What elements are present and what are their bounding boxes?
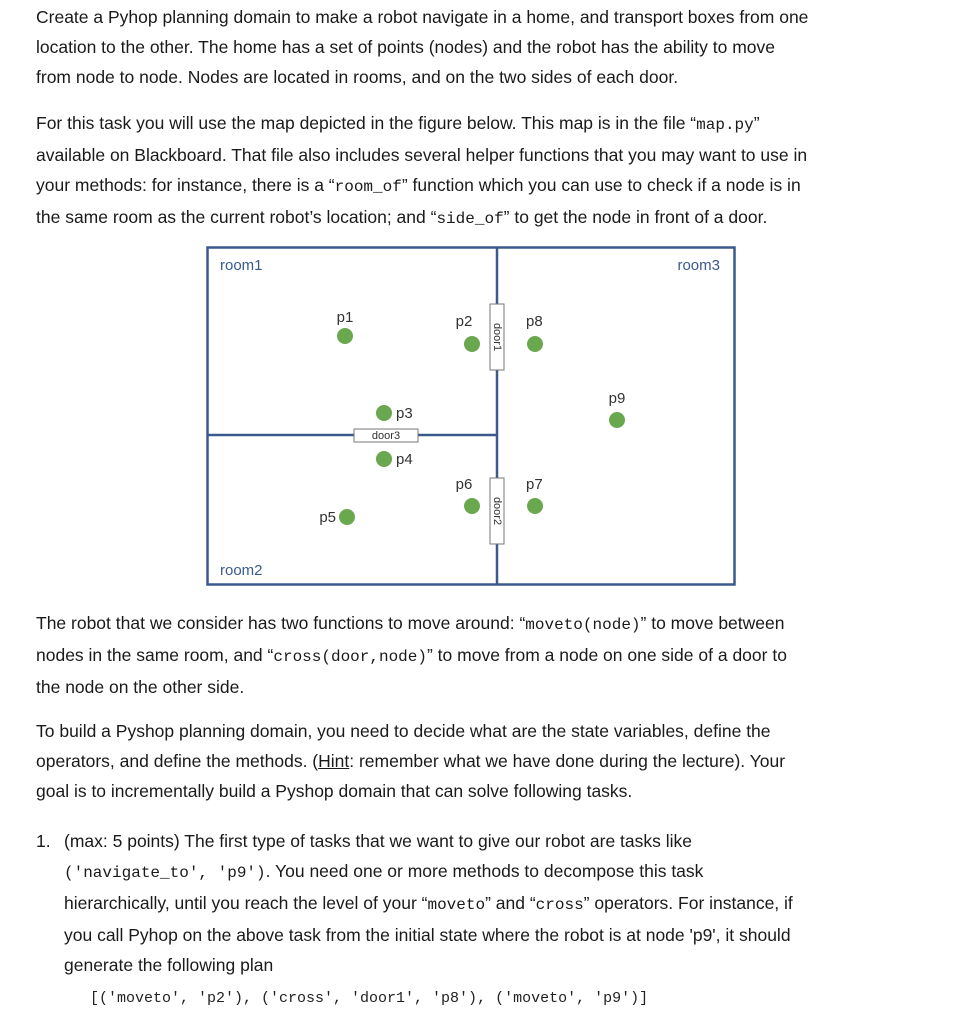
node-label-p2: p2 [455,313,473,330]
code-navigate-to: ('navigate_to', 'p9') [64,864,266,882]
outer-wall [208,248,735,585]
room3-label: room3 [677,257,720,274]
node-label-p3: p3 [396,405,413,422]
task-1-line-3: hierarchically, until you reach the level of your “moveto” and “cross” operators. For instance, if [64,893,793,914]
robot-line-1: The robot that we consider has two functions to move around: “moveto(node)” to move between [36,613,785,634]
code-side-of: side_of [436,210,504,228]
node-p6 [464,498,480,514]
intro-line: Create a Pyhop planning domain to make a robot navigate in a home, and transport boxes from one [36,7,809,27]
node-p3 [376,405,392,421]
build-line-1: To build a Pyshop planning domain, you need to decide what are the state variables, define the [36,721,771,741]
map-intro-line-3: your methods: for instance, there is a “room_of” function which you can use to check if a node is in [36,175,801,196]
node-label-p8: p8 [526,313,543,330]
node-label-p1: p1 [336,309,354,326]
node-label-p7: p7 [526,476,543,493]
node-label-p9: p9 [608,390,626,407]
door3-label: door3 [371,430,401,442]
build-line-3: goal is to incrementally build a Pyshop domain that can solve following tasks. [36,781,633,801]
door3 [354,429,418,442]
task-1-number: 1. [36,831,51,851]
task-1-line-5: generate the following plan [64,955,274,975]
task-1-line-2: ('navigate_to', 'p9'). You need one or more methods to decompose this task [64,861,704,882]
node-p1 [337,328,353,344]
door1-label: door1 [491,322,503,352]
node-p4 [376,451,392,467]
robot-line-2: nodes in the same room, and “cross(door,node)” to move from a node on one side of a door to [36,645,787,666]
map-intro-paragraph [36,108,916,234]
node-p7 [527,498,543,514]
door2-label: door2 [491,496,503,526]
code-room-of: room_of [334,178,402,196]
code-cross: cross(door,node) [273,648,427,666]
robot-paragraph [36,608,916,702]
task-1 [36,826,916,980]
code-moveto: moveto(node) [525,616,641,634]
node-p8 [527,336,543,352]
hint-label: Hint [318,751,350,771]
node-p5 [339,509,355,525]
node-p9 [609,412,625,428]
room2-label: room2 [220,562,263,579]
code-map-py: map.py [696,116,754,134]
room1-label: room1 [220,257,263,274]
door2 [490,478,504,544]
home-map-figure [206,246,736,586]
intro-line: from node to node. Nodes are located in rooms, and on the two sides of each door. [36,67,679,87]
task-1-line-4: you call Pyhop on the above task from the initial state where the robot is at node 'p9', it should [64,925,791,945]
node-label-p4: p4 [396,451,413,468]
build-paragraph [36,716,916,806]
door1 [490,304,504,370]
map-intro-line-2: available on Blackboard. That file also includes several helper functions that you may want to use in [36,145,808,165]
map-intro-line-4: the same room as the current robot’s location; and “side_of” to get the node in front of a door. [36,207,768,228]
node-p2 [464,336,480,352]
task-1-line-1: (max: 5 points) The first type of tasks that we want to give our robot are tasks like [64,831,693,851]
intro-paragraph [36,2,916,92]
node-label-p5: p5 [319,509,336,526]
map-intro-line-1: For this task you will use the map depicted in the figure below. This map is in the file “map.py” [36,113,760,134]
intro-line: location to the other. The home has a set of points (nodes) and the robot has the ability to move [36,37,776,57]
build-line-2: operators, and define the methods. (Hint: remember what we have done during the lecture). Your [36,751,786,771]
node-label-p6: p6 [455,476,473,493]
plan-code: [('moveto', 'p2'), ('cross', 'door1', 'p8'), ('moveto', 'p9')] [90,990,649,1007]
robot-line-3: the node on the other side. [36,677,245,697]
